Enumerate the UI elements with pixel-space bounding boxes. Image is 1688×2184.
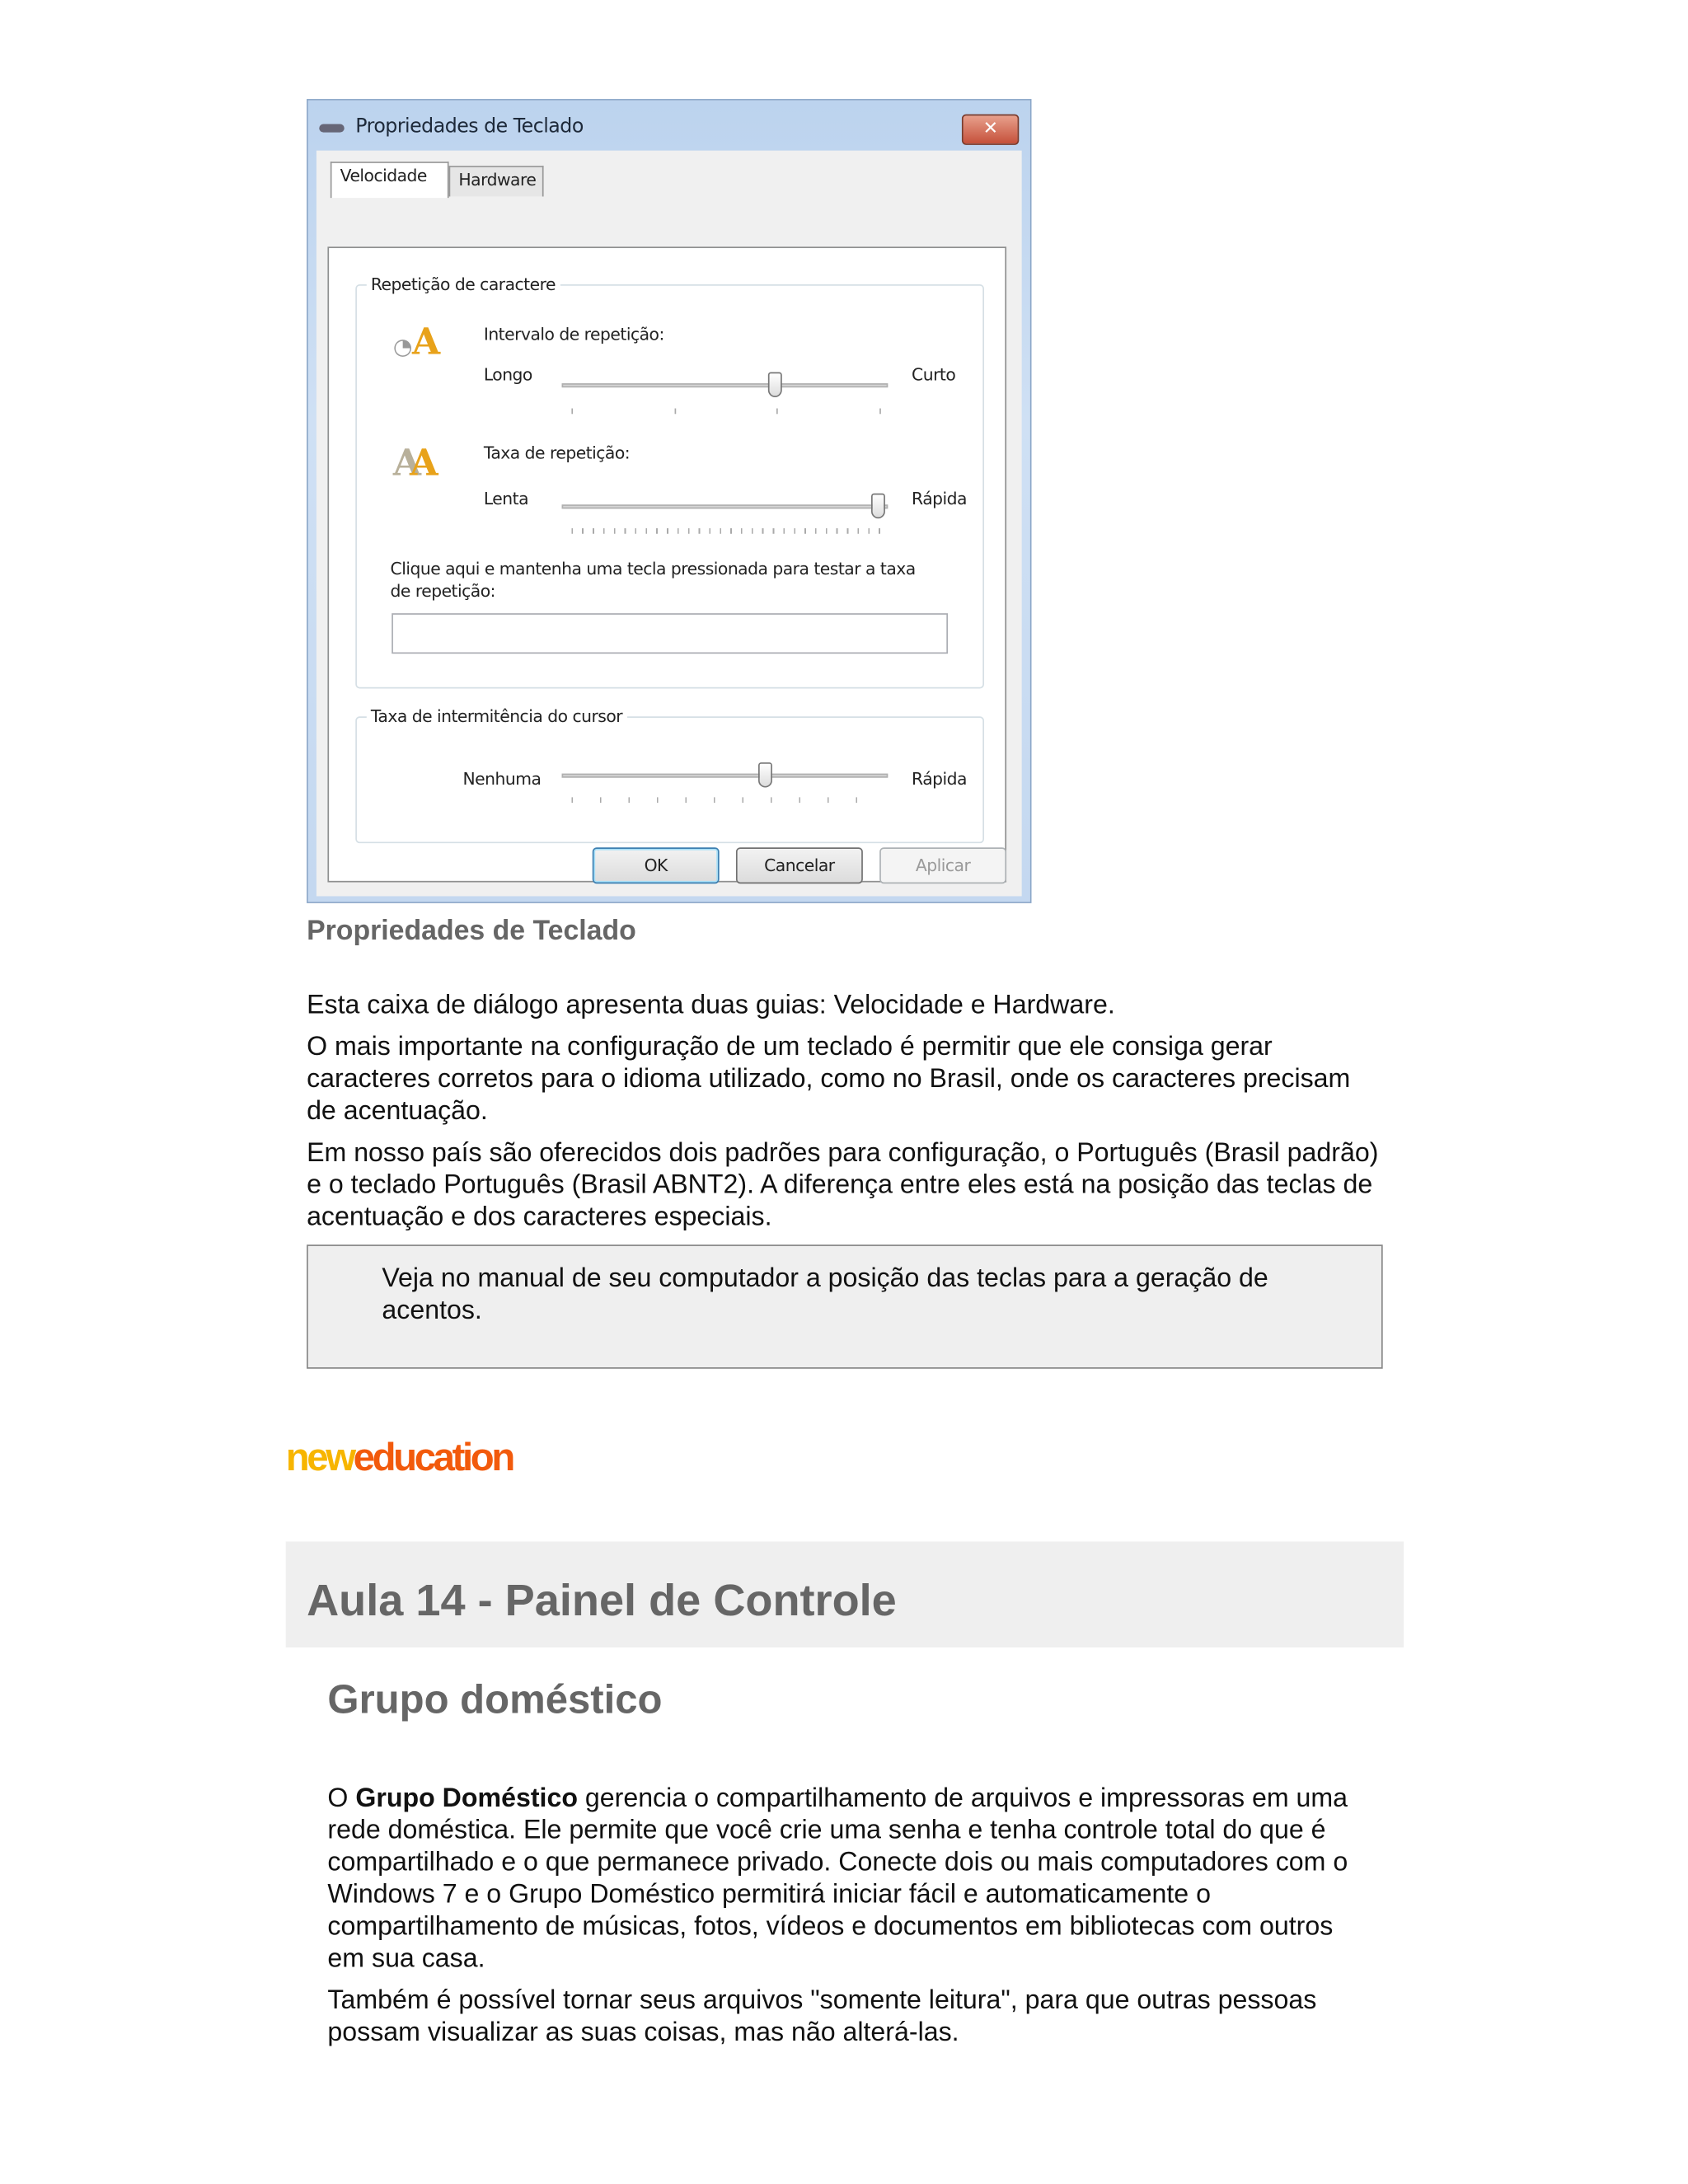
interval-slider-thumb[interactable]: [768, 373, 782, 397]
paragraph: O mais importante na configuração de um teclado é permitir que ele consiga gerar caracteres corretos para o idioma utilizado, como no Brasil, onde os caracteres precisam de acentuação.: [307, 1033, 1351, 1127]
tab-panel: [327, 246, 1006, 882]
rate-slider-track[interactable]: [562, 504, 889, 509]
group-legend: Taxa de intermitência do cursor: [367, 706, 626, 726]
text: O: [327, 1783, 356, 1814]
paragraph: Esta caixa de diálogo apresenta duas guias: Velocidade e Hardware.: [307, 991, 1115, 1020]
note-box: [307, 1244, 1383, 1369]
interval-max-label: Curto: [912, 365, 956, 385]
neweducation-logo: [286, 1436, 513, 1480]
paragraph: Também é possível tornar seus arquivos "somente leitura", para que outras pessoas possam visualizar as suas coisas, mas não alterá-las.: [327, 1985, 1317, 2048]
section-body: [327, 1783, 1372, 2049]
dialog-title: Propriedades de Teclado: [355, 115, 584, 138]
close-button[interactable]: [962, 115, 1019, 145]
group-legend: Repetição de caractere: [367, 274, 560, 294]
figure-caption: Propriedades de Teclado: [307, 916, 636, 947]
paragraph: Em nosso país são oferecidos dois padrões para configuração, o Português (Brasil padrão) e o teclado Português (Brasil ABNT2). A diferença entre eles está na posição das teclas de acentuação e dos caracteres especiais.: [307, 1138, 1379, 1233]
note-text: Veja no manual de seu computador a posição das teclas para a geração de acentos.: [382, 1263, 1268, 1326]
body-text: [307, 990, 1380, 1234]
cancel-button[interactable]: Cancelar: [736, 847, 863, 883]
text: gerencia o compartilhamento de arquivos e impressoras em uma rede doméstica. Ele permite que você crie uma senha e tenha controle total do que é compartilhado e o que permanece privado. Conecte dois ou mais computadores com o Windows 7 e o Grupo Doméstico permitirá iniciar fácil e automaticamente o compartilhamento de músicas, fotos, vídeos e documentos em bibliotecas com outros em sua casa.: [327, 1783, 1348, 1974]
rate-min-label: Lenta: [483, 489, 529, 509]
paragraph: [327, 1783, 1372, 1975]
repeat-rate-icon: AA: [392, 443, 428, 485]
rate-ticks: [571, 528, 880, 534]
dialog-client: [316, 151, 1022, 897]
tab-label: Hardware: [458, 170, 537, 190]
char-repeat-group: [355, 274, 984, 688]
interval-label: Intervalo de repetição:: [483, 325, 664, 344]
blink-ticks: [571, 797, 880, 803]
test-input[interactable]: [392, 613, 948, 654]
keyboard-icon: [319, 124, 344, 133]
rate-max-label: Rápida: [912, 489, 967, 509]
tab-hardware[interactable]: [449, 166, 544, 196]
rate-slider-thumb[interactable]: [871, 494, 885, 518]
tab-label: Velocidade: [340, 166, 427, 185]
section-title: Grupo doméstico: [327, 1678, 663, 1723]
ok-button[interactable]: OK: [593, 847, 720, 883]
bold-term: Grupo Doméstico: [355, 1783, 578, 1814]
lesson-title: Aula 14 - Painel de Controle: [307, 1575, 897, 1625]
blink-slider-track[interactable]: [562, 774, 889, 778]
test-label: Clique aqui e mantenha uma tecla pressionada para testar a taxa de repetição:: [390, 559, 916, 601]
logo-part2: education: [353, 1435, 513, 1479]
close-icon: ✕: [982, 118, 998, 140]
apply-button[interactable]: Aplicar: [879, 847, 1006, 883]
repeat-delay-icon: ◔A: [392, 321, 440, 364]
interval-slider-track[interactable]: [562, 383, 889, 387]
blink-min-label: Nenhuma: [462, 769, 542, 790]
rate-label: Taxa de repetição:: [483, 443, 631, 463]
tab-velocidade[interactable]: [331, 162, 449, 198]
blink-slider-thumb[interactable]: [758, 762, 772, 787]
logo-part1: new: [285, 1435, 354, 1479]
blink-max-label: Rápida: [912, 769, 967, 790]
lesson-header: [286, 1541, 1404, 1647]
keyboard-properties-dialog: [307, 99, 1031, 903]
cursor-blink-group: [355, 706, 984, 843]
interval-min-label: Longo: [483, 365, 532, 385]
